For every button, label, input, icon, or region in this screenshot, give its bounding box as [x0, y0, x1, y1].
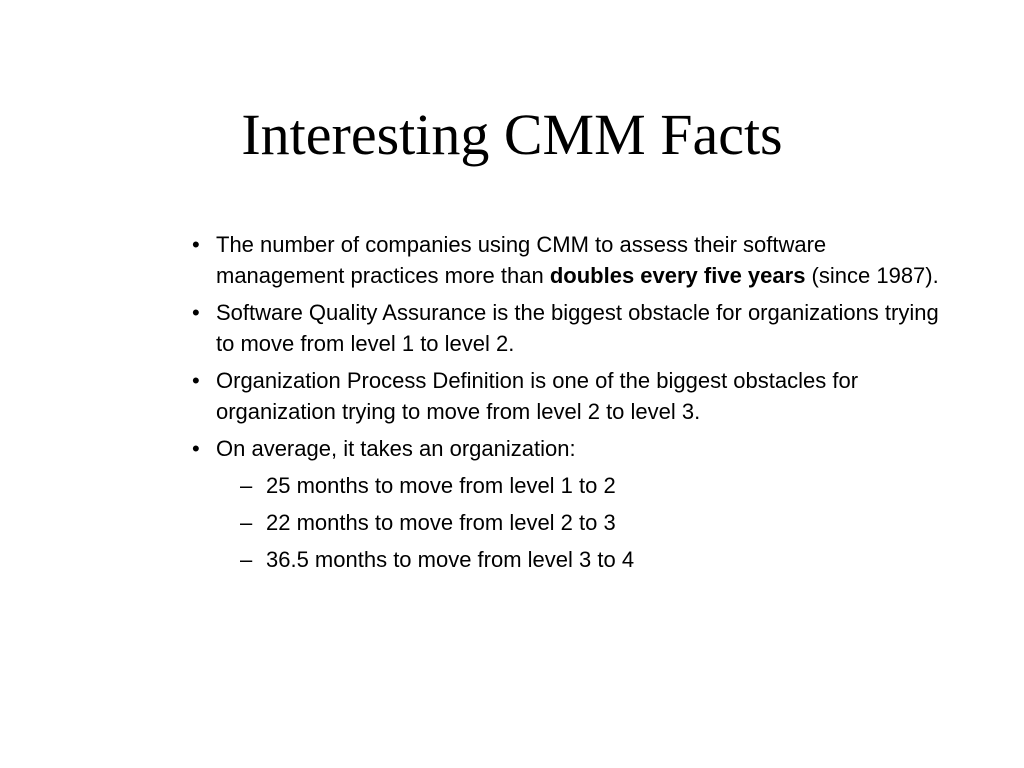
sub-bullet-text: 36.5 months to move from level 3 to 4	[266, 547, 635, 572]
bullet-text: On average, it takes an organization:	[216, 436, 576, 461]
sub-bullet-list	[188, 470, 948, 575]
bullet-text: The number of companies using CMM to assess their software management practices more than	[216, 232, 827, 288]
sub-bullet-text: 22 months to move from level 2 to 3	[266, 510, 616, 535]
sub-bullet-item-2	[188, 507, 948, 538]
bullet-item-4	[188, 433, 948, 464]
dash-icon: –	[240, 473, 253, 498]
bullet-text: Organization Process Definition is one of the biggest obstacles for organization trying to move from level 2 to level 3.	[216, 368, 859, 424]
bullet-item-3	[188, 365, 948, 427]
bullet-icon: •	[192, 232, 200, 257]
sub-bullet-item-3	[188, 544, 948, 575]
slide-title: Interesting CMM Facts	[241, 102, 783, 167]
bullet-icon: •	[192, 300, 200, 325]
bullet-icon: •	[192, 368, 200, 393]
sub-bullet-item-1	[188, 470, 948, 501]
bullet-text: Software Quality Assurance is the biggest obstacle for organizations trying to move from level 1 to level 2.	[216, 300, 939, 356]
bullet-list	[188, 229, 948, 581]
bullet-bold-text: doubles every five years	[549, 263, 806, 288]
dash-icon: –	[240, 547, 253, 572]
bullet-item-1	[188, 229, 948, 291]
bullet-icon: •	[192, 436, 200, 461]
dash-icon: –	[240, 510, 253, 535]
bullet-text-end: (since 1987).	[805, 263, 939, 288]
sub-bullet-text: 25 months to move from level 1 to 2	[266, 473, 616, 498]
bullet-item-2	[188, 297, 948, 359]
